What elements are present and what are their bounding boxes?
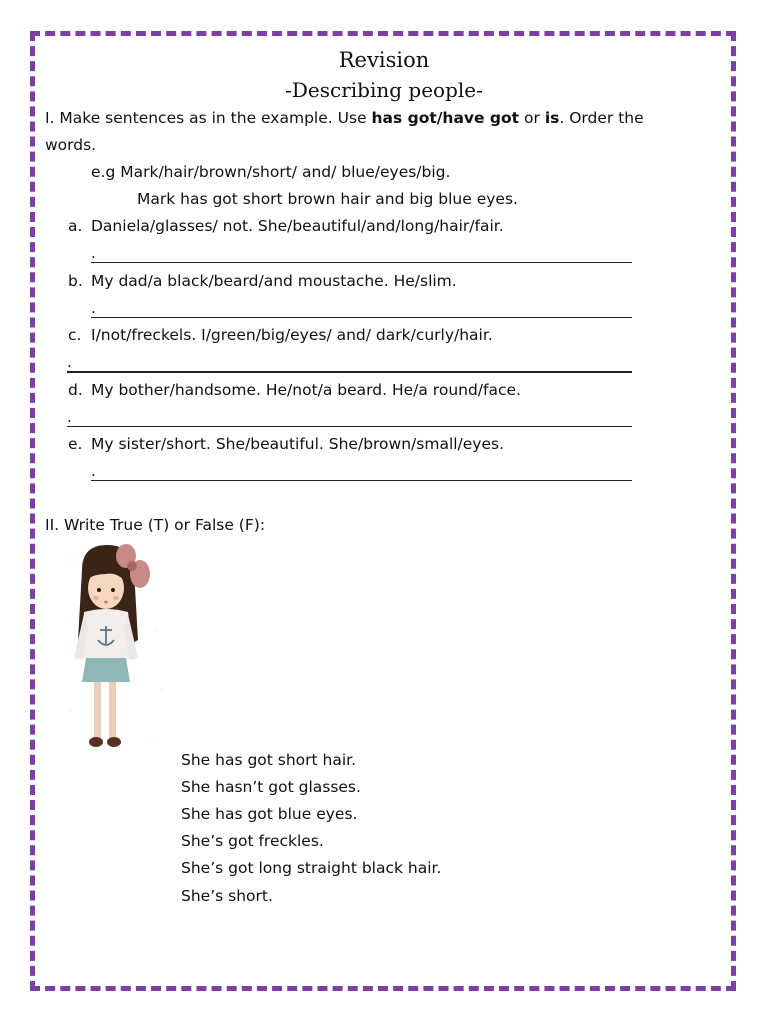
statement: She has got blue eyes. — [181, 805, 358, 823]
worksheet-title: Revision — [338, 48, 430, 72]
item-prompt: My bother/handsome. He/not/a beard. He/a round/face. — [91, 381, 521, 399]
answer-dot: . — [91, 299, 96, 317]
item-prompt: My sister/short. She/beautiful. She/brown/small/eyes. — [91, 435, 505, 453]
item-letter: b. — [68, 272, 83, 290]
item-prompt: Daniela/glasses/ not. She/beautiful/and/long/hair/fair. — [91, 217, 504, 235]
answer-line[interactable] — [91, 317, 632, 318]
girl-illustration — [62, 540, 172, 765]
statement: She’s got freckles. — [181, 832, 324, 850]
answer-dot: . — [91, 462, 96, 480]
answer-dot: . — [91, 244, 96, 262]
answer-dot: . — [67, 408, 72, 426]
statement: She has got short hair. — [181, 751, 357, 769]
answer-line[interactable] — [67, 426, 632, 427]
example-prompt: e.g Mark/hair/brown/short/ and/ blue/eyes/big. — [91, 163, 451, 181]
statement: She’s got long straight black hair. — [181, 859, 442, 877]
instruction-text-or: or — [519, 109, 545, 127]
item-letter: e. — [68, 435, 83, 453]
item-prompt: My dad/a black/beard/and moustache. He/slim. — [91, 272, 457, 290]
instruction-bold-is: is — [544, 109, 560, 127]
item-letter: c. — [68, 326, 82, 344]
worksheet-subtitle: -Describing people- — [285, 78, 483, 102]
section1-instruction-cont: words. — [45, 136, 97, 154]
instruction-text-end: . Order the — [559, 109, 644, 127]
statement: She’s short. — [181, 887, 273, 905]
item-prompt: I/not/freckels. I/green/big/eyes/ and/ dark/curly/hair. — [91, 326, 493, 344]
answer-line[interactable] — [67, 371, 632, 373]
answer-line[interactable] — [91, 480, 632, 481]
item-letter: d. — [68, 381, 83, 399]
instruction-bold-hasgot: has got/have got — [371, 109, 520, 127]
section1-instruction — [45, 109, 644, 127]
answer-dot: . — [67, 353, 72, 371]
instruction-text: I. Make sentences as in the example. Use — [45, 109, 372, 127]
section2-heading: II. Write True (T) or False (F): — [45, 516, 266, 534]
statement: She hasn’t got glasses. — [181, 778, 361, 796]
example-answer: Mark has got short brown hair and big blue eyes. — [137, 190, 518, 208]
answer-line[interactable] — [91, 262, 632, 263]
item-letter: a. — [68, 217, 83, 235]
